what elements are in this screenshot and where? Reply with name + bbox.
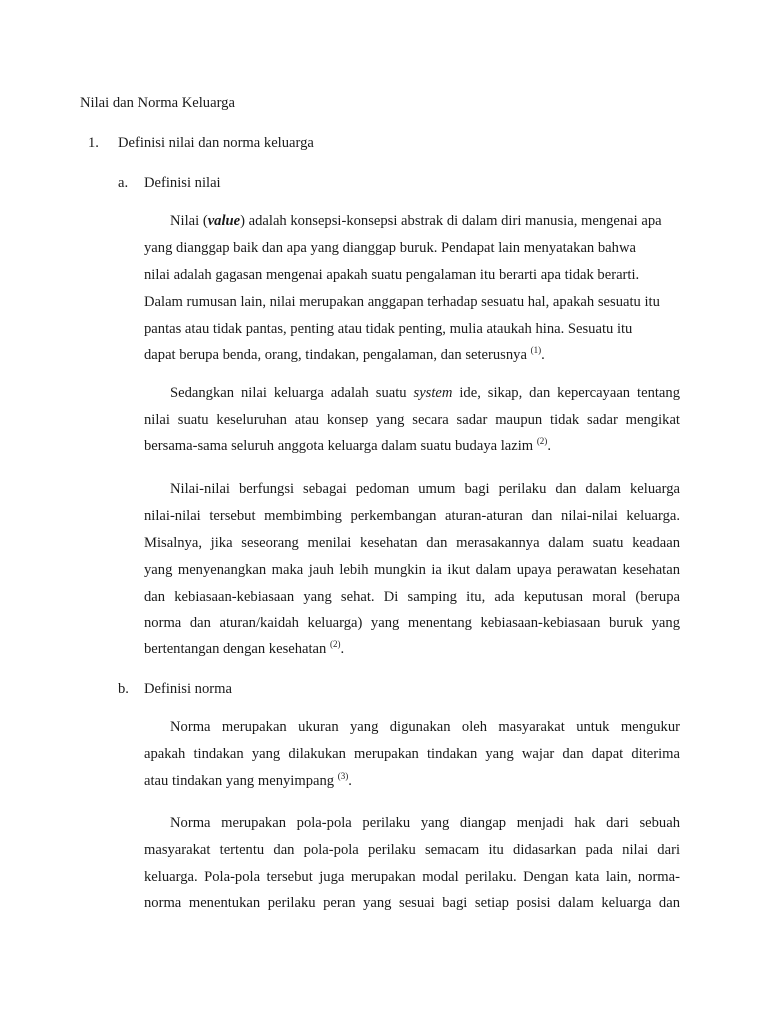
section-heading: Definisi nilai dan norma keluarga: [118, 135, 314, 151]
paragraph-line: atau tindakan yang menyimpang $^{(3)}$.: [144, 771, 352, 789]
paragraph-line: nilai suatu keseluruhan atau konsep yang secara sadar maupun tidak sadar mengikat: [144, 412, 680, 428]
paragraph-line: norma menentukan perilaku peran yang sesuai bagi setiap posisi dalam keluarga dan: [144, 895, 680, 911]
paragraph-line: Misalnya, jika seseorang menilai kesehatan dan merasakannya dalam suatu keadaan: [144, 535, 680, 551]
subsection-letter: a.: [118, 175, 129, 191]
paragraph-line: apakah tindakan yang dilakukan merupakan tindakan yang wajar dan dapat diterima: [144, 746, 680, 762]
paragraph-line: masyarakat tertentu dan pola-pola perilaku semacam itu didasarkan pada nilai dari: [144, 842, 680, 858]
citation-ref: (1): [530, 345, 542, 355]
paragraph-line: yang menyenangkan maka jauh lebih mungkin ia ikut dalam upaya perawatan kesehatan: [144, 562, 680, 578]
citation-ref: (2): [330, 639, 341, 649]
section-number: 1.: [88, 135, 99, 151]
paragraph-line: yang dianggap baik dan apa yang dianggap buruk. Pendapat lain menyatakan bahwa: [144, 240, 636, 256]
subsection-letter: b.: [118, 681, 129, 697]
term-system: system: [413, 385, 453, 401]
paragraph-line: nilai adalah gagasan mengenai apakah suatu pengalaman itu berarti apa tidak berarti.: [144, 267, 640, 283]
term-value: value: [207, 213, 241, 229]
document-title: Nilai dan Norma Keluarga: [80, 95, 235, 111]
paragraph-line: keluarga. Pola-pola tersebut juga merupakan modal perilaku. Dengan kata lain, norma-: [144, 869, 680, 885]
paragraph-line: norma dan aturan/kaidah keluarga) yang menentang kebiasaan-kebiasaan buruk yang: [144, 615, 680, 631]
paragraph-line: Norma merupakan pola-pola perilaku yang diangap menjadi hak dari sebuah: [170, 815, 680, 831]
subsection-heading: Definisi nilai: [144, 175, 221, 191]
paragraph-line: bersama-sama seluruh anggota keluarga dalam suatu budaya lazim $^{(2)}$.: [144, 436, 551, 454]
paragraph-line: Norma merupakan ukuran yang digunakan oleh masyarakat untuk mengukur: [170, 719, 680, 735]
citation-ref: (3): [337, 771, 349, 781]
paragraph-line: Nilai (value) adalah konsepsi-konsepsi abstrak di dalam diri manusia, mengenai apa: [170, 213, 662, 229]
paragraph-line: dan kebiasaan-kebiasaan yang sehat. Di samping itu, ada keputusan moral (berupa: [144, 589, 680, 605]
paragraph-line: Dalam rumusan lain, nilai merupakan anggapan terhadap sesuatu hal, apakah sesuatu itu: [144, 294, 660, 310]
paragraph-line: dapat berupa benda, orang, tindakan, pengalaman, dan seterusnya $^{(1)}$.: [144, 345, 545, 363]
paragraph-line: Nilai-nilai berfungsi sebagai pedoman umum bagi perilaku dan dalam keluarga: [170, 481, 680, 497]
paragraph-line: Sedangkan nilai keluarga adalah suatu system ide, sikap, dan kepercayaan tentang: [170, 385, 680, 401]
paragraph-line: pantas atau tidak pantas, penting atau tidak penting, mulia ataukah hina. Sesuatu itu: [144, 321, 633, 337]
paragraph-line: bertentangan dengan kesehatan $^{(2)}$.: [144, 639, 345, 657]
subsection-heading: Definisi norma: [144, 681, 232, 697]
citation-ref: (2): [536, 436, 548, 446]
paragraph-line: nilai-nilai tersebut membimbing perkembangan aturan-aturan dan nilai-nilai keluarga.: [144, 508, 680, 524]
